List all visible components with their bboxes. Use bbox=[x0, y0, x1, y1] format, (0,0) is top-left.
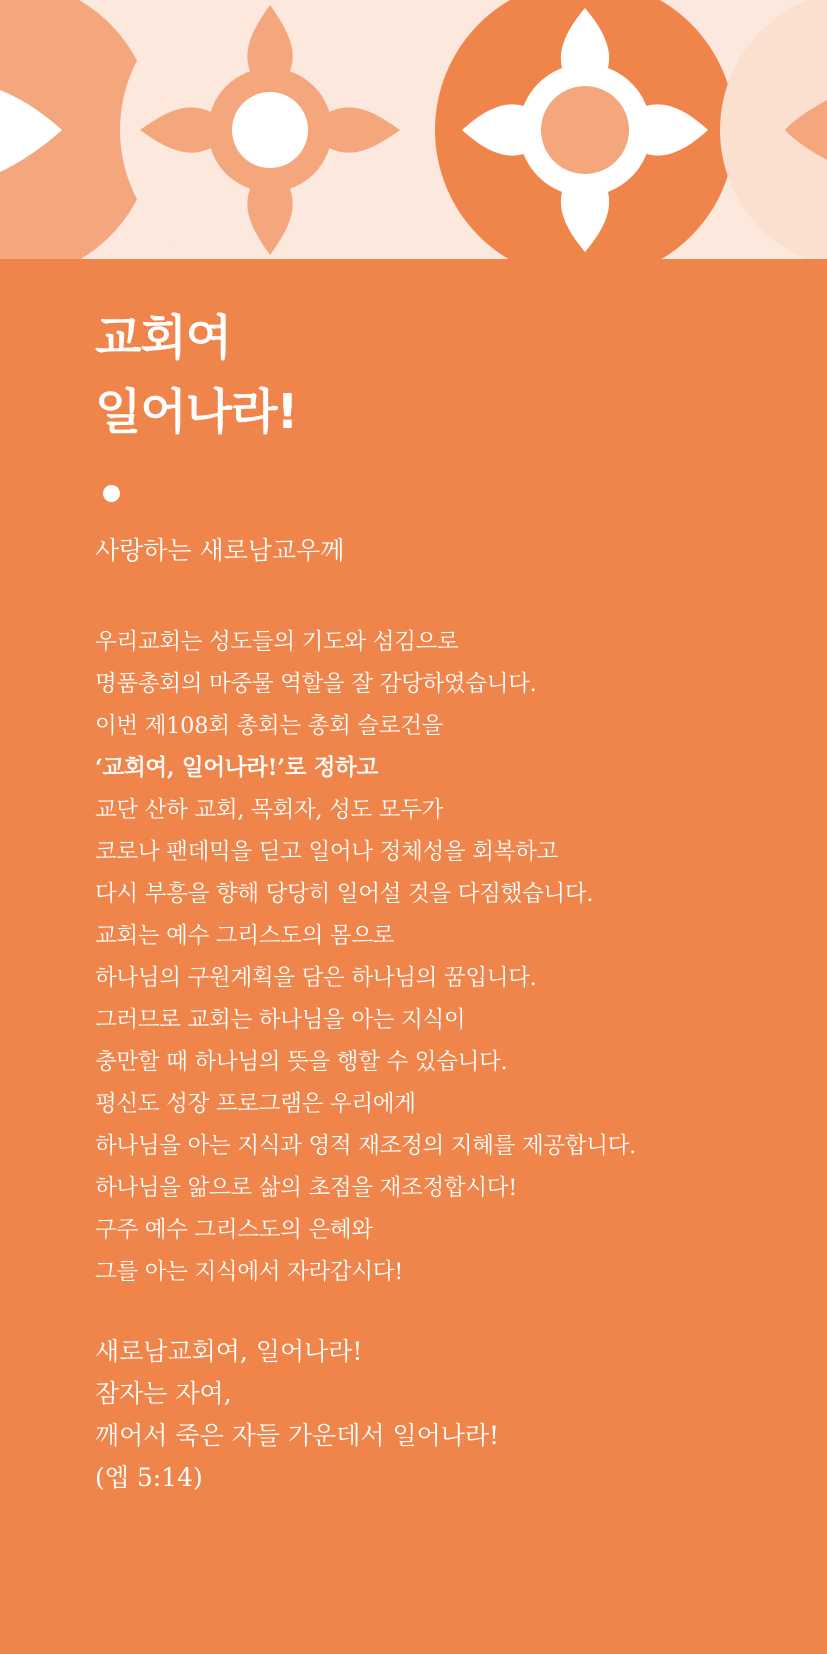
body-line: 코로나 팬데믹을 딛고 일어나 정체성을 회복하고 bbox=[95, 839, 558, 865]
body-line: ‘교회여, 일어나라!’로 정하고 bbox=[95, 755, 379, 781]
body-line: 우리교회는 성도들의 기도와 섬김으로 bbox=[95, 629, 459, 655]
letter-content bbox=[0, 259, 827, 1654]
closing-line: 새로남교회여, 일어나라! bbox=[95, 1337, 363, 1366]
body-line: 하나님을 아는 지식과 영적 재조정의 지혜를 제공합니다. bbox=[95, 1133, 636, 1159]
closing-line: 잠자는 자여, bbox=[95, 1379, 232, 1408]
body-line: 충만할 때 하나님의 뜻을 행할 수 있습니다. bbox=[95, 1049, 508, 1075]
body-line: 교회는 예수 그리스도의 몸으로 bbox=[95, 923, 395, 949]
body-line: 교단 산하 교회, 목회자, 성도 모두가 bbox=[95, 797, 444, 823]
title-line-2: 일어나라! bbox=[95, 384, 298, 440]
body-line: 평신도 성장 프로그램은 우리에게 bbox=[95, 1091, 416, 1117]
body-line: 이번 제108회 총회는 총회 슬로건을 bbox=[95, 713, 444, 739]
scripture-reference: (엡 5:14) bbox=[95, 1463, 203, 1492]
body-line: 하나님을 앎으로 삶의 초점을 재조정합시다! bbox=[95, 1175, 517, 1201]
body-line: 그를 아는 지식에서 자라갑시다! bbox=[95, 1259, 403, 1285]
body-line: 그러므로 교회는 하나님을 아는 지식이 bbox=[95, 1007, 466, 1033]
body-line: 명품총회의 마중물 역할을 잘 감당하였습니다. bbox=[95, 671, 537, 697]
page-title bbox=[95, 301, 297, 449]
greeting: 사랑하는 새로남교우께 bbox=[95, 536, 345, 565]
body-line: 하나님의 구원계획을 담은 하나님의 꿈입니다. bbox=[95, 965, 537, 991]
body-line: 구주 예수 그리스도의 은혜와 bbox=[95, 1217, 373, 1243]
flower-pattern-icon bbox=[0, 0, 827, 259]
body-line: 다시 부흥을 향해 당당히 일어설 것을 다짐했습니다. bbox=[95, 881, 594, 907]
title-line-1: 교회여 bbox=[95, 310, 232, 366]
flower-pattern-banner bbox=[0, 0, 827, 259]
closing-line: 깨어서 죽은 자들 가운데서 일어나라! bbox=[95, 1421, 500, 1450]
letter-body bbox=[95, 621, 636, 1293]
closing-verse bbox=[95, 1331, 499, 1499]
dot-icon bbox=[103, 485, 120, 502]
